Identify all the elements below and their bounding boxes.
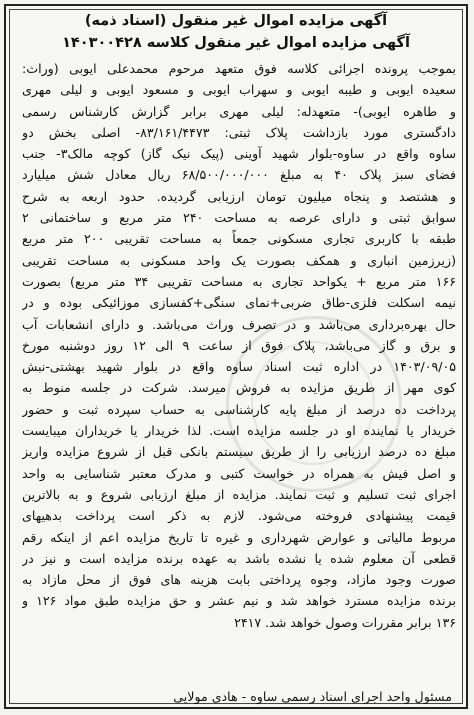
body-line: و طاهره ایوبی)- متعهدله: لیلی مهری برابر گزارش کارشناس رسمی bbox=[22, 103, 456, 119]
body-line: فضای سبز پلاک ۴۰ به مبلغ ۶۸/۵۰۰/۰۰۰/۰۰۰ ریال معادل شش میلیارد bbox=[22, 167, 456, 183]
body-line: سوابق ثبتی و دارای عرصه به مساحت ۲۴۰ متر مربع و ساختمانی ۲ bbox=[22, 210, 456, 226]
body-line: قطعی آن معلوم شده یا نشده باشد به عهده برنده مزایده است و نیز در bbox=[22, 550, 456, 566]
notice-title-2: آگهی مزایده اموال غیر منقول کلاسه ۱۴۰۳۰۰۴۲۸ bbox=[62, 35, 410, 51]
body-line: دادگستری مورد بازداشت پلاک ثبتی: ۸۳/۱۶۱/۴۴۷۳- اصلی بخش دو bbox=[22, 124, 456, 140]
body-line: ساوه واقع در ساوه-بلوار شهید آوینی (پیک نیک گاز) کوچه مالک۳- جنب bbox=[22, 146, 456, 162]
body-line: مربوط مالیاتی و عوارض شهرداری و غیره تا تاریخ مزایده اعم از اینکه رقم bbox=[22, 529, 456, 545]
body-line: و هشتصد و پنجاه میلیون تومان ارزیابی گردیده. حدود اربعه به شرح bbox=[22, 188, 456, 204]
body-line: و برق و گاز می‌باشد، پلاک فوق از ساعت ۹ الی ۱۲ روز دوشنبه مورخ bbox=[22, 337, 456, 353]
body-line: قیمت پیشنهادی فروخته می‌شود. لازم به ذکر است پرداخت بدهیهای bbox=[22, 508, 456, 524]
notice-title-1: آگهی مزایده اموال غیر منقول (اسناد ذمه) bbox=[84, 13, 388, 29]
body-line: حال بهره‌برداری می‌باشد و در تصرف وراث می‌باشد. و دارای انشعابات آب bbox=[22, 316, 456, 332]
notice-signature: مسئول واحد اجرای اسناد رسمی ساوه - هادی مولایی bbox=[173, 689, 452, 704]
body-line: طبقه با کاربری تجاری مسکونی جمعاً به مساحت تقریبی ۲۰۰ متر مربع bbox=[22, 231, 456, 247]
body-line: نیمه اسکلت فلزی-طاق ضربی+نمای سنگی+کفسازی موزائیکی بوده و در bbox=[22, 295, 456, 311]
body-line: مبلغ ده درصد ارزیابی را از طریق سیستم بانکی قبل از شروع مزایده واریز bbox=[22, 444, 456, 460]
body-line: ۱۶۶ متر مربع + یکواحد تجاری به مساحت تقریبی ۳۴ متر مربع) بصورت bbox=[22, 273, 456, 289]
body-line: (زیرزمین انباری و همکف بصورت یک واحد مسکونی به مساحت تقریبی bbox=[22, 252, 456, 268]
body-line: سعیده ایوبی و طیبه ایوبی و سهراب ایوبی و مسعود ایوبی و لیلی مهری bbox=[22, 82, 456, 98]
body-line: خریدار یا نماینده او در جلسه مزایده است. لذا خریدار یا خریداران میبایست bbox=[22, 423, 456, 439]
body-line: برنده مزایده مسترد خواهد شد و نیم عشر و حق مزایده طبق مواد ۱۲۶ و bbox=[22, 593, 456, 609]
body-line: و اصل فیش به همراه در خواست کتبی و مدرک معتبر شناسایی به واحد bbox=[22, 465, 456, 481]
body-line: ۱۳۶ برابر مقررات وصول خواهد شد. ۲۴۱۷ bbox=[234, 614, 456, 630]
notice-frame bbox=[4, 4, 468, 709]
body-line: اجرای ثبت تسلیم و ثبت نمایند. مزایده از مبلغ ارزیابی شروع و به بالاترین bbox=[22, 486, 456, 502]
body-line: پرداخت ده درصد از مبلغ پایه کارشناسی به حساب سپرده ثبت و حضور bbox=[22, 401, 456, 417]
notice-titles bbox=[16, 10, 456, 54]
body-line: بموجب پرونده اجرائی کلاسه فوق متعهد مرحوم محمدعلی ایوبی (وراث: bbox=[22, 61, 456, 76]
body-line: صورت وجود مازاد، وجوه پرداختی بابت هزینه های فوق از محل مازاد به bbox=[22, 572, 456, 588]
body-line: کوی مهر از طریق مزایده به فروش میرسد. شرکت در جلسه منوط به bbox=[22, 380, 456, 396]
notice-body bbox=[22, 58, 456, 633]
body-line: ۱۴۰۳/۰۹/۰۵ در اداره ثبت اسناد ساوه واقع در بلوار شهید بهشتی-نبش bbox=[22, 359, 456, 375]
